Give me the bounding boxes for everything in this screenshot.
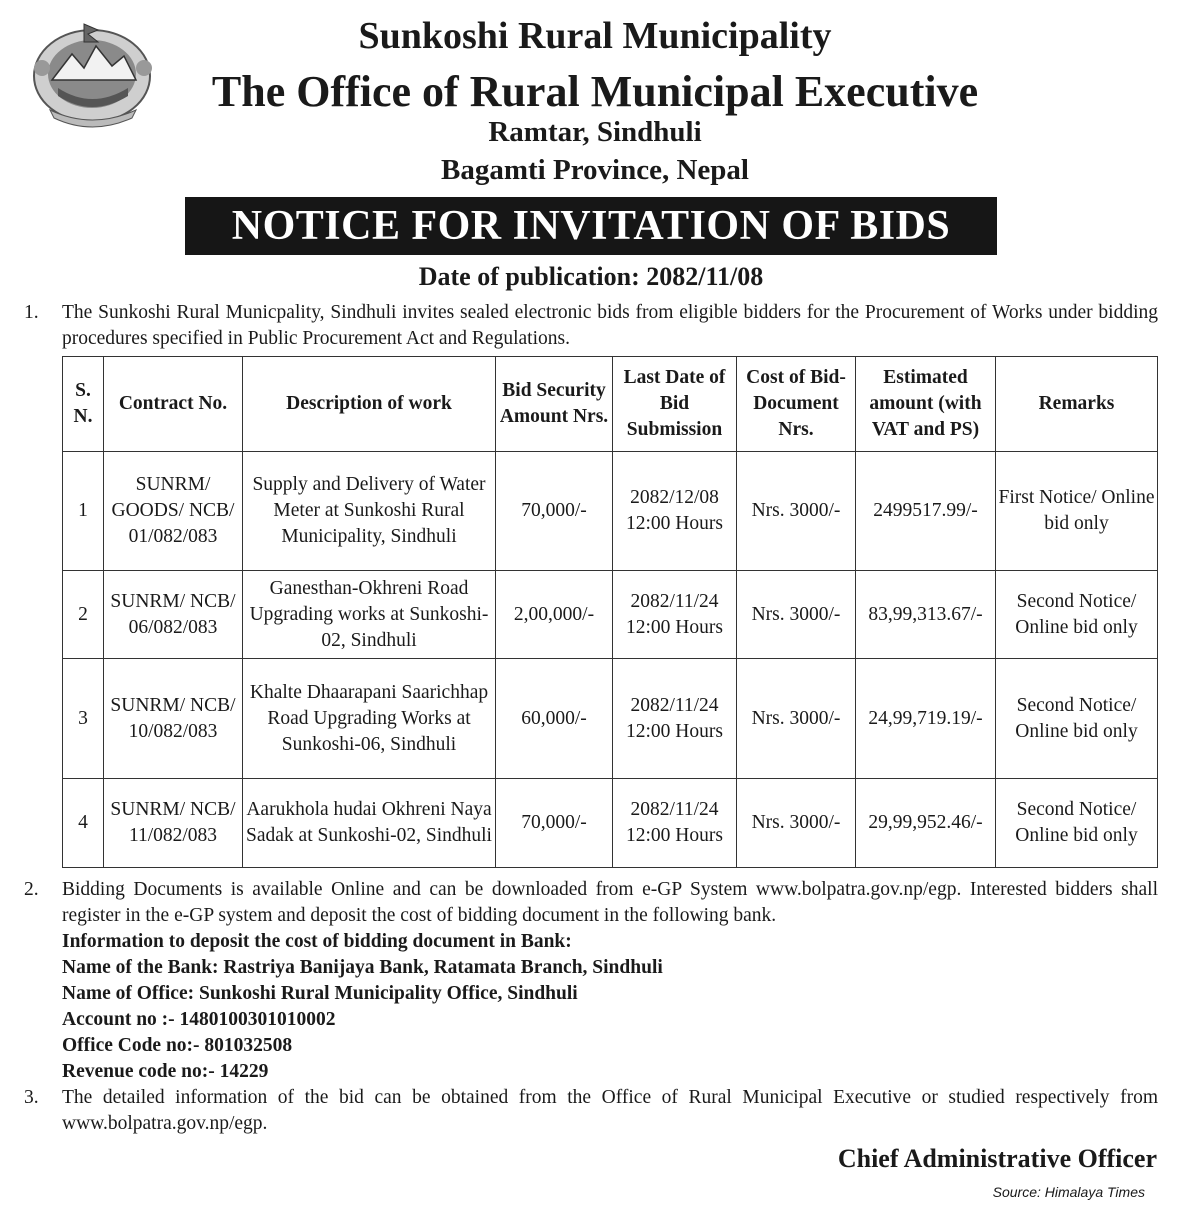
cell-bid-security: 70,000/-: [496, 779, 613, 868]
cell-description: Ganesthan-Okhreni Road Upgrading works at Sunkoshi-02, Sindhuli: [243, 571, 496, 659]
cell-cost-doc: Nrs. 3000/-: [737, 452, 856, 571]
clause-text: The Sunkoshi Rural Municpality, Sindhuli invites sealed electronic bids from eligible bidders for the Procurement of Works under bidding procedures specified in Public Procurement Act and Regulations.: [62, 302, 1158, 349]
cell-cost-doc: Nrs. 3000/-: [737, 779, 856, 868]
cell-last-date: 2082/11/24 12:00 Hours: [613, 779, 737, 868]
col-header-cost-doc: Cost of Bid-Document Nrs.: [737, 357, 856, 452]
cell-last-date: 2082/11/24 12:00 Hours: [613, 571, 737, 659]
clause-number: 3.: [24, 1087, 39, 1108]
clause-1: [24, 300, 1158, 352]
org-name: Sunkoshi Rural Municipality: [358, 15, 832, 57]
col-header-sn: S. N.: [63, 357, 104, 452]
cell-remarks: Second Notice/ Online bid only: [996, 571, 1158, 659]
revenue-code: Revenue code no:- 14229: [62, 1061, 269, 1082]
cell-description: Khalte Dhaarapani Saarichhap Road Upgrading Works at Sunkoshi-06, Sindhuli: [243, 659, 496, 779]
publication-date: Date of publication: 2082/11/08: [418, 262, 764, 291]
notice-title-banner: NOTICE FOR INVITATION OF BIDS: [185, 197, 997, 255]
signature: Chief Administrative Officer: [837, 1144, 1157, 1173]
cell-last-date: 2082/12/08 12:00 Hours: [613, 452, 737, 571]
office-name: Name of Office: Sunkoshi Rural Municipality Office, Sindhuli: [62, 983, 578, 1004]
cell-remarks: Second Notice/ Online bid only: [996, 779, 1158, 868]
cell-contract: SUNRM/ NCB/ 06/082/083: [104, 571, 243, 659]
col-header-estimate: Estimated amount (with VAT and PS): [856, 357, 996, 452]
province: Bagamti Province, Nepal: [441, 154, 749, 186]
clause-2: [24, 877, 1158, 1085]
table-row: [63, 779, 1158, 868]
table-header-row: [63, 357, 1158, 452]
bank-info-heading: Information to deposit the cost of bidding document in Bank:: [62, 931, 572, 952]
cell-last-date: 2082/11/24 12:00 Hours: [613, 659, 737, 779]
cell-sn: 4: [63, 779, 104, 868]
cell-cost-doc: Nrs. 3000/-: [737, 659, 856, 779]
cell-bid-security: 70,000/-: [496, 452, 613, 571]
col-header-contract: Contract No.: [104, 357, 243, 452]
cell-remarks: Second Notice/ Online bid only: [996, 659, 1158, 779]
cell-description: Supply and Delivery of Water Meter at Sunkoshi Rural Municipality, Sindhuli: [243, 452, 496, 571]
cell-remarks: First Notice/ Online bid only: [996, 452, 1158, 571]
clause-3: [24, 1085, 1158, 1137]
cell-cost-doc: Nrs. 3000/-: [737, 571, 856, 659]
account-number: Account no :- 1480100301010002: [62, 1009, 336, 1030]
address: Ramtar, Sindhuli: [488, 116, 702, 148]
clause-text: The detailed information of the bid can be obtained from the Office of Rural Municipal Executive or studied respectively from www.bolpatra.gov.np/egp.: [62, 1087, 1158, 1134]
col-header-last-date: Last Date of Bid Submission: [613, 357, 737, 452]
bank-name: Name of the Bank: Rastriya Banijaya Bank, Ratamata Branch, Sindhuli: [62, 957, 663, 978]
cell-estimate: 24,99,719.19/-: [856, 659, 996, 779]
cell-estimate: 83,99,313.67/-: [856, 571, 996, 659]
col-header-bid-security: Bid Security Amount Nrs.: [496, 357, 613, 452]
cell-contract: SUNRM/ NCB/ 11/082/083: [104, 779, 243, 868]
clause-text: Bidding Documents is available Online and can be downloaded from e-GP System www.bolpatra.gov.np/egp. Interested bidders shall register in the e-GP system and deposit the cost of bidding document in the following bank.: [62, 879, 1158, 926]
col-header-description: Description of work: [243, 357, 496, 452]
table-row: [63, 452, 1158, 571]
cell-bid-security: 60,000/-: [496, 659, 613, 779]
clause-number: 2.: [24, 879, 39, 900]
cell-sn: 1: [63, 452, 104, 571]
cell-sn: 2: [63, 571, 104, 659]
cell-estimate: 2499517.99/-: [856, 452, 996, 571]
cell-contract: SUNRM/ GOODS/ NCB/ 01/082/083: [104, 452, 243, 571]
cell-description: Aarukhola hudai Okhreni Naya Sadak at Sunkoshi-02, Sindhuli: [243, 779, 496, 868]
source-credit: Source: Himalaya Times: [992, 1184, 1145, 1200]
clause-number: 1.: [24, 302, 39, 323]
cell-contract: SUNRM/ NCB/ 10/082/083: [104, 659, 243, 779]
col-header-remarks: Remarks: [996, 357, 1158, 452]
cell-bid-security: 2,00,000/-: [496, 571, 613, 659]
cell-estimate: 29,99,952.46/-: [856, 779, 996, 868]
bids-table: [62, 356, 1158, 868]
office-code: Office Code no:- 801032508: [62, 1035, 293, 1056]
table-row: [63, 659, 1158, 779]
cell-sn: 3: [63, 659, 104, 779]
table-row: [63, 571, 1158, 659]
office-title: The Office of Rural Municipal Executive: [211, 67, 979, 116]
